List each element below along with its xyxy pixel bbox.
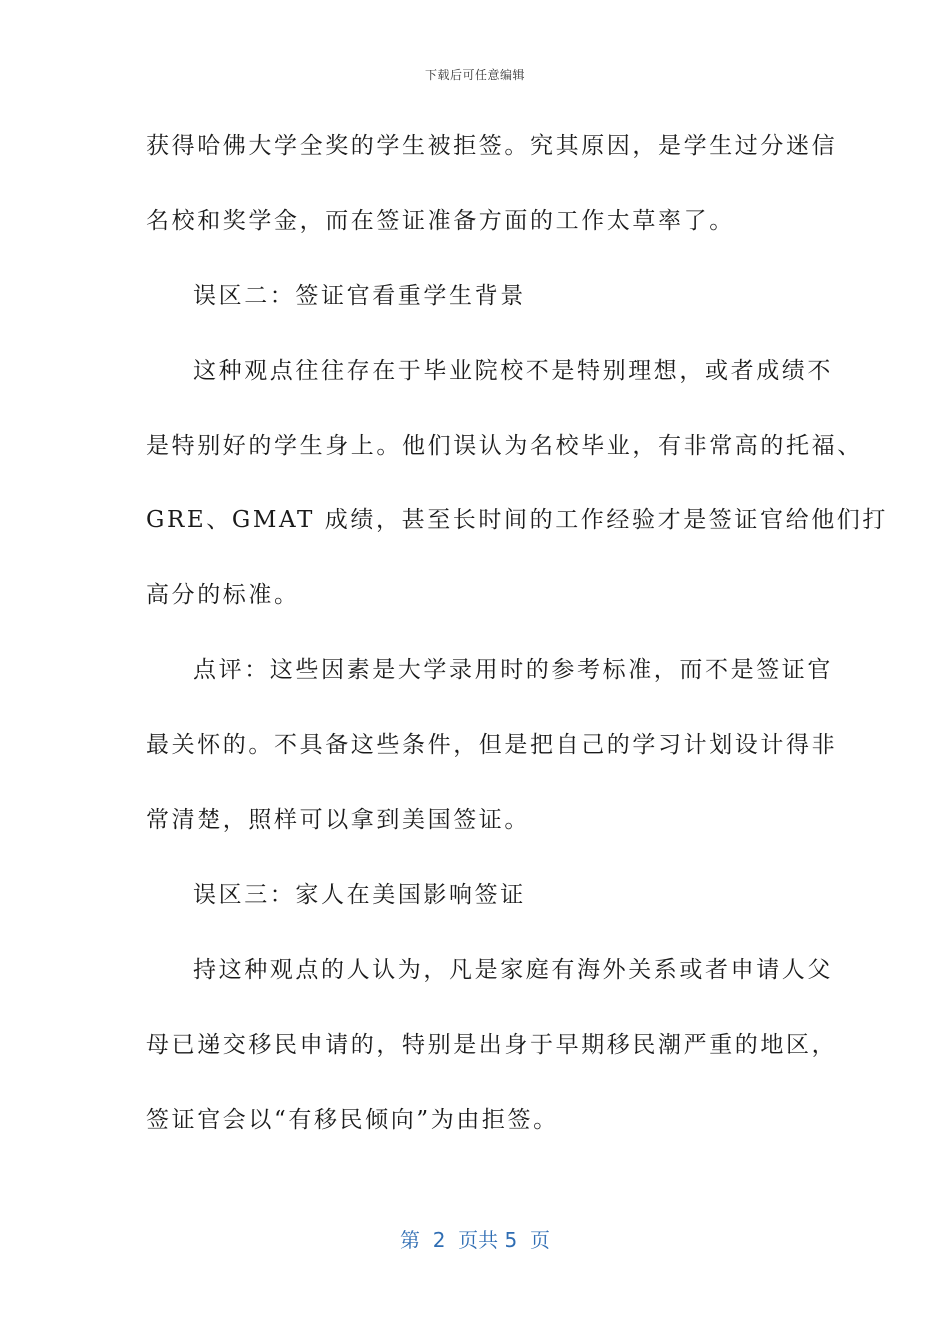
- text-line: 这种观点往往存在于毕业院校不是特别理想，或者成绩不: [193, 357, 833, 384]
- document-body: [146, 124, 889, 1172]
- text-line: 获得哈佛大学全奖的学生被拒签。究其原因，是学生过分迷信: [146, 133, 838, 159]
- text-line: 签证官会以“有移民倾向”为由拒签。: [146, 1106, 559, 1133]
- text-line: 最关怀的。不具备这些条件，但是把自己的学习计划设计得非: [146, 732, 838, 759]
- text-line: 常清楚，照样可以拿到美国签证。: [146, 807, 530, 834]
- text-line: 名校和奖学金，而在签证准备方面的工作太草率了。: [146, 207, 735, 234]
- header-note: 下载后可任意编辑: [424, 68, 525, 82]
- page-number-footer: 第 2 页共 5 页: [400, 1228, 550, 1252]
- text-line: 母已递交移民申请的，特别是出身于早期移民潮严重的地区，: [146, 1031, 838, 1058]
- text-line: 持这种观点的人认为，凡是家庭有海外关系或者申请人父: [193, 956, 833, 983]
- text-line: 是特别好的学生身上。他们误认为名校毕业，有非常高的托福、: [146, 432, 863, 459]
- section-heading: 误区二：签证官看重学生背景: [193, 282, 526, 309]
- section-heading: 误区三：家人在美国影响签证: [193, 881, 526, 908]
- text-line: 点评：这些因素是大学录用时的参考标准，而不是签证官: [193, 657, 833, 684]
- text-line: 高分的标准。: [146, 582, 300, 609]
- text-line: GRE、GMAT 成绩，甚至长时间的工作经验才是签证官给他们打: [146, 507, 889, 534]
